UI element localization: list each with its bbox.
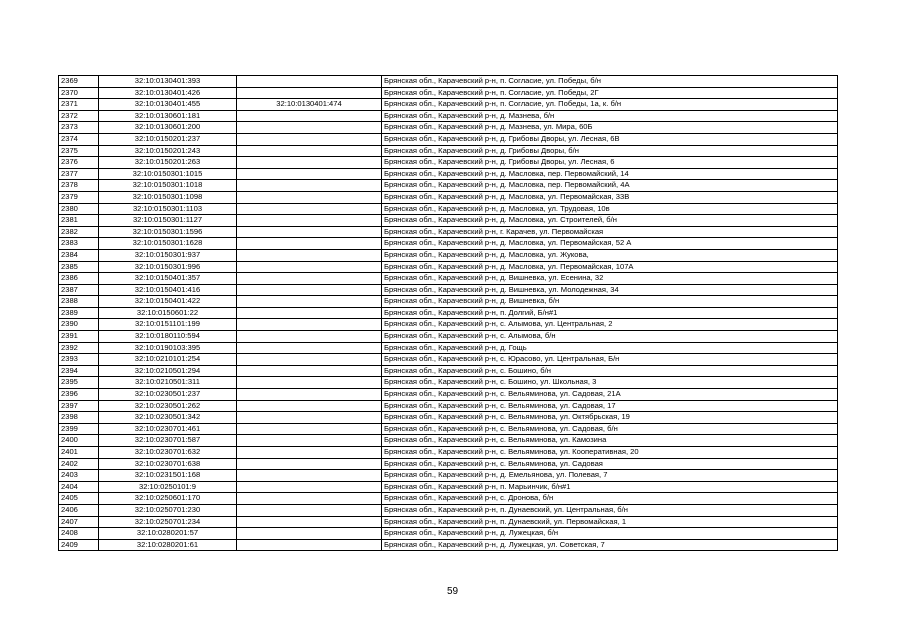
cadastral-number-cell: 32:10:0151101:199	[99, 319, 237, 331]
table-row	[59, 447, 838, 459]
row-number-cell: 2405	[59, 493, 99, 505]
previous-cadastral-number-cell	[237, 493, 382, 505]
cadastral-number-cell: 32:10:0150201:263	[99, 157, 237, 169]
row-number-cell: 2386	[59, 273, 99, 285]
table-row	[59, 180, 838, 192]
address-cell: Брянская обл., Карачевский р-н, д. Масловка, ул. Строителей, б/н	[382, 215, 838, 227]
previous-cadastral-number-cell	[237, 122, 382, 134]
page-number: 59	[446, 586, 459, 597]
address-cell: Брянская обл., Карачевский р-н, п. Марьинчик, б/н#1	[382, 481, 838, 493]
cadastral-number-cell: 32:10:0210501:294	[99, 365, 237, 377]
table-row	[59, 284, 838, 296]
table-row	[59, 76, 838, 88]
row-number-cell: 2385	[59, 261, 99, 273]
row-number-cell: 2378	[59, 180, 99, 192]
table-row	[59, 133, 838, 145]
table-row	[59, 296, 838, 308]
table-row	[59, 412, 838, 424]
row-number-cell: 2395	[59, 377, 99, 389]
table-row	[59, 516, 838, 528]
cadastral-number-cell: 32:10:0280201:61	[99, 539, 237, 551]
row-number-cell: 2383	[59, 238, 99, 250]
cadastral-number-cell: 32:10:0130601:200	[99, 122, 237, 134]
registry-table-body	[59, 76, 838, 551]
address-cell: Брянская обл., Карачевский р-н, п. Согласие, ул. Победы, 1а, к. б/н	[382, 99, 838, 111]
cadastral-number-cell: 32:10:0230701:587	[99, 435, 237, 447]
cadastral-number-cell: 32:10:0150401:416	[99, 284, 237, 296]
row-number-cell: 2392	[59, 342, 99, 354]
cadastral-number-cell: 32:10:0150301:1127	[99, 215, 237, 227]
previous-cadastral-number-cell	[237, 284, 382, 296]
address-cell: Брянская обл., Карачевский р-н, д. Лужецкая, ул. Советская, 7	[382, 539, 838, 551]
previous-cadastral-number-cell	[237, 273, 382, 285]
table-row	[59, 145, 838, 157]
row-number-cell: 2384	[59, 249, 99, 261]
previous-cadastral-number-cell	[237, 168, 382, 180]
row-number-cell: 2401	[59, 447, 99, 459]
cadastral-number-cell: 32:10:0130401:393	[99, 76, 237, 88]
cadastral-number-cell: 32:10:0230701:632	[99, 447, 237, 459]
table-row	[59, 191, 838, 203]
previous-cadastral-number-cell	[237, 470, 382, 482]
table-row	[59, 307, 838, 319]
cadastral-number-cell: 32:10:0130401:426	[99, 87, 237, 99]
address-cell: Брянская обл., Карачевский р-н, д. Масловка, ул. Первомайская, 107А	[382, 261, 838, 273]
previous-cadastral-number-cell	[237, 331, 382, 343]
cadastral-number-cell: 32:10:0150301:1098	[99, 191, 237, 203]
previous-cadastral-number-cell	[237, 516, 382, 528]
cadastral-number-cell: 32:10:0230501:237	[99, 389, 237, 401]
table-row	[59, 481, 838, 493]
address-cell: Брянская обл., Карачевский р-н, д. Грибовы Дворы, б/н	[382, 145, 838, 157]
table-row	[59, 377, 838, 389]
cadastral-number-cell: 32:10:0250601:170	[99, 493, 237, 505]
address-cell: Брянская обл., Карачевский р-н, с. Бошино, ул. Школьная, 3	[382, 377, 838, 389]
cadastral-number-cell: 32:10:0150301:1018	[99, 180, 237, 192]
table-row	[59, 226, 838, 238]
table-row	[59, 435, 838, 447]
address-cell: Брянская обл., Карачевский р-н, с. Вельяминова, ул. Октябрьская, 19	[382, 412, 838, 424]
table-row	[59, 389, 838, 401]
previous-cadastral-number-cell	[237, 145, 382, 157]
table-row	[59, 157, 838, 169]
previous-cadastral-number-cell	[237, 296, 382, 308]
cadastral-number-cell: 32:10:0230701:461	[99, 423, 237, 435]
previous-cadastral-number-cell: 32:10:0130401:474	[237, 99, 382, 111]
previous-cadastral-number-cell	[237, 400, 382, 412]
row-number-cell: 2398	[59, 412, 99, 424]
row-number-cell: 2379	[59, 191, 99, 203]
address-cell: Брянская обл., Карачевский р-н, д. Масловка, пер. Первомайский, 14	[382, 168, 838, 180]
cadastral-number-cell: 32:10:0150301:1596	[99, 226, 237, 238]
address-cell: Брянская обл., Карачевский р-н, с. Алымова, ул. Центральная, 2	[382, 319, 838, 331]
cadastral-number-cell: 32:10:0180110:594	[99, 331, 237, 343]
table-row	[59, 168, 838, 180]
table-row	[59, 504, 838, 516]
row-number-cell: 2377	[59, 168, 99, 180]
row-number-cell: 2381	[59, 215, 99, 227]
row-number-cell: 2403	[59, 470, 99, 482]
previous-cadastral-number-cell	[237, 539, 382, 551]
previous-cadastral-number-cell	[237, 261, 382, 273]
row-number-cell: 2400	[59, 435, 99, 447]
address-cell: Брянская обл., Карачевский р-н, д. Емельянова, ул. Полевая, 7	[382, 470, 838, 482]
address-cell: Брянская обл., Карачевский р-н, п. Дунаевский, ул. Центральная, б/н	[382, 504, 838, 516]
table-row	[59, 87, 838, 99]
address-cell: Брянская обл., Карачевский р-н, г. Карачев, ул. Первомайская	[382, 226, 838, 238]
table-row	[59, 423, 838, 435]
table-row	[59, 400, 838, 412]
cadastral-number-cell: 32:10:0190103:395	[99, 342, 237, 354]
address-cell: Брянская обл., Карачевский р-н, д. Грибовы Дворы, ул. Лесная, 6В	[382, 133, 838, 145]
table-row	[59, 99, 838, 111]
address-cell: Брянская обл., Карачевский р-н, д. Масловка, ул. Первомайская, 52 А	[382, 238, 838, 250]
address-cell: Брянская обл., Карачевский р-н, с. Дронова, б/н	[382, 493, 838, 505]
previous-cadastral-number-cell	[237, 203, 382, 215]
cadastral-number-cell: 32:10:0150301:937	[99, 249, 237, 261]
row-number-cell: 2408	[59, 528, 99, 540]
cadastral-number-cell: 32:10:0150201:237	[99, 133, 237, 145]
cadastral-number-cell: 32:10:0130601:181	[99, 110, 237, 122]
previous-cadastral-number-cell	[237, 307, 382, 319]
previous-cadastral-number-cell	[237, 354, 382, 366]
previous-cadastral-number-cell	[237, 180, 382, 192]
table-row	[59, 365, 838, 377]
previous-cadastral-number-cell	[237, 76, 382, 88]
address-cell: Брянская обл., Карачевский р-н, д. Масловка, ул. Трудовая, 10в	[382, 203, 838, 215]
table-row	[59, 203, 838, 215]
previous-cadastral-number-cell	[237, 215, 382, 227]
cadastral-number-cell: 32:10:0230701:638	[99, 458, 237, 470]
row-number-cell: 2371	[59, 99, 99, 111]
table-row	[59, 354, 838, 366]
previous-cadastral-number-cell	[237, 458, 382, 470]
row-number-cell: 2397	[59, 400, 99, 412]
previous-cadastral-number-cell	[237, 481, 382, 493]
address-cell: Брянская обл., Карачевский р-н, д. Масловка, ул. Первомайская, 33В	[382, 191, 838, 203]
previous-cadastral-number-cell	[237, 191, 382, 203]
previous-cadastral-number-cell	[237, 249, 382, 261]
table-row	[59, 110, 838, 122]
previous-cadastral-number-cell	[237, 447, 382, 459]
row-number-cell: 2380	[59, 203, 99, 215]
table-row	[59, 319, 838, 331]
row-number-cell: 2404	[59, 481, 99, 493]
row-number-cell: 2391	[59, 331, 99, 343]
address-cell: Брянская обл., Карачевский р-н, д. Мазнева, ул. Мира, 60Б	[382, 122, 838, 134]
row-number-cell: 2406	[59, 504, 99, 516]
previous-cadastral-number-cell	[237, 412, 382, 424]
address-cell: Брянская обл., Карачевский р-н, с. Вельяминова, ул. Кооперативная, 20	[382, 447, 838, 459]
previous-cadastral-number-cell	[237, 133, 382, 145]
cadastral-number-cell: 32:10:0230501:262	[99, 400, 237, 412]
address-cell: Брянская обл., Карачевский р-н, с. Вельяминова, ул. Камозина	[382, 435, 838, 447]
address-cell: Брянская обл., Карачевский р-н, с. Вельяминова, ул. Садовая	[382, 458, 838, 470]
previous-cadastral-number-cell	[237, 110, 382, 122]
previous-cadastral-number-cell	[237, 377, 382, 389]
cadastral-number-cell: 32:10:0150301:1628	[99, 238, 237, 250]
registry-table	[58, 75, 838, 551]
address-cell: Брянская обл., Карачевский р-н, д. Вишневка, б/н	[382, 296, 838, 308]
previous-cadastral-number-cell	[237, 319, 382, 331]
cadastral-number-cell: 32:10:0150201:243	[99, 145, 237, 157]
address-cell: Брянская обл., Карачевский р-н, д. Масловка, пер. Первомайский, 4А	[382, 180, 838, 192]
row-number-cell: 2396	[59, 389, 99, 401]
address-cell: Брянская обл., Карачевский р-н, д. Масловка, ул. Жукова,	[382, 249, 838, 261]
row-number-cell: 2389	[59, 307, 99, 319]
address-cell: Брянская обл., Карачевский р-н, п. Дунаевский, ул. Первомайская, 1	[382, 516, 838, 528]
address-cell: Брянская обл., Карачевский р-н, д. Лужецкая, б/н	[382, 528, 838, 540]
address-cell: Брянская обл., Карачевский р-н, с. Алымова, б/н	[382, 331, 838, 343]
previous-cadastral-number-cell	[237, 528, 382, 540]
row-number-cell: 2387	[59, 284, 99, 296]
table-row	[59, 215, 838, 227]
row-number-cell: 2372	[59, 110, 99, 122]
previous-cadastral-number-cell	[237, 389, 382, 401]
cadastral-number-cell: 32:10:0130401:455	[99, 99, 237, 111]
cadastral-number-cell: 32:10:0250101:9	[99, 481, 237, 493]
address-cell: Брянская обл., Карачевский р-н, д. Вишневка, ул. Есенина, 32	[382, 273, 838, 285]
table-row	[59, 238, 838, 250]
address-cell: Брянская обл., Карачевский р-н, д. Грибовы Дворы, ул. Лесная, 6	[382, 157, 838, 169]
cadastral-number-cell: 32:10:0150601:22	[99, 307, 237, 319]
cadastral-number-cell: 32:10:0150301:1015	[99, 168, 237, 180]
previous-cadastral-number-cell	[237, 342, 382, 354]
previous-cadastral-number-cell	[237, 238, 382, 250]
table-row	[59, 122, 838, 134]
row-number-cell: 2375	[59, 145, 99, 157]
row-number-cell: 2376	[59, 157, 99, 169]
cadastral-number-cell: 32:10:0250701:234	[99, 516, 237, 528]
previous-cadastral-number-cell	[237, 87, 382, 99]
address-cell: Брянская обл., Карачевский р-н, д. Вишневка, ул. Молодежная, 34	[382, 284, 838, 296]
cadastral-number-cell: 32:10:0210501:311	[99, 377, 237, 389]
table-row	[59, 493, 838, 505]
address-cell: Брянская обл., Карачевский р-н, д. Гощь	[382, 342, 838, 354]
address-cell: Брянская обл., Карачевский р-н, п. Согласие, ул. Победы, б/н	[382, 76, 838, 88]
row-number-cell: 2370	[59, 87, 99, 99]
address-cell: Брянская обл., Карачевский р-н, с. Бошино, б/н	[382, 365, 838, 377]
row-number-cell: 2390	[59, 319, 99, 331]
table-row	[59, 528, 838, 540]
address-cell: Брянская обл., Карачевский р-н, с. Вельяминова, ул. Садовая, 17	[382, 400, 838, 412]
cadastral-number-cell: 32:10:0230501:342	[99, 412, 237, 424]
previous-cadastral-number-cell	[237, 435, 382, 447]
cadastral-number-cell: 32:10:0150401:357	[99, 273, 237, 285]
table-row	[59, 261, 838, 273]
table-row	[59, 331, 838, 343]
previous-cadastral-number-cell	[237, 226, 382, 238]
address-cell: Брянская обл., Карачевский р-н, д. Мазнева, б/н	[382, 110, 838, 122]
row-number-cell: 2409	[59, 539, 99, 551]
previous-cadastral-number-cell	[237, 504, 382, 516]
cadastral-number-cell: 32:10:0280201:57	[99, 528, 237, 540]
row-number-cell: 2382	[59, 226, 99, 238]
row-number-cell: 2399	[59, 423, 99, 435]
address-cell: Брянская обл., Карачевский р-н, с. Юрасово, ул. Центральная, Б/н	[382, 354, 838, 366]
previous-cadastral-number-cell	[237, 157, 382, 169]
row-number-cell: 2402	[59, 458, 99, 470]
row-number-cell: 2394	[59, 365, 99, 377]
address-cell: Брянская обл., Карачевский р-н, с. Вельяминова, ул. Садовая, б/н	[382, 423, 838, 435]
table-row	[59, 249, 838, 261]
row-number-cell: 2373	[59, 122, 99, 134]
address-cell: Брянская обл., Карачевский р-н, с. Вельяминова, ул. Садовая, 21А	[382, 389, 838, 401]
cadastral-number-cell: 32:10:0150401:422	[99, 296, 237, 308]
cadastral-number-cell: 32:10:0150301:1103	[99, 203, 237, 215]
row-number-cell: 2388	[59, 296, 99, 308]
table-row	[59, 273, 838, 285]
address-cell: Брянская обл., Карачевский р-н, п. Долгий, Б/н#1	[382, 307, 838, 319]
row-number-cell: 2369	[59, 76, 99, 88]
row-number-cell: 2374	[59, 133, 99, 145]
cadastral-number-cell: 32:10:0210101:254	[99, 354, 237, 366]
address-cell: Брянская обл., Карачевский р-н, п. Согласие, ул. Победы, 2Г	[382, 87, 838, 99]
row-number-cell: 2407	[59, 516, 99, 528]
table-row	[59, 470, 838, 482]
cadastral-number-cell: 32:10:0231501:168	[99, 470, 237, 482]
cadastral-number-cell: 32:10:0150301:996	[99, 261, 237, 273]
previous-cadastral-number-cell	[237, 365, 382, 377]
table-row	[59, 342, 838, 354]
row-number-cell: 2393	[59, 354, 99, 366]
table-row	[59, 539, 838, 551]
table-row	[59, 458, 838, 470]
previous-cadastral-number-cell	[237, 423, 382, 435]
cadastral-number-cell: 32:10:0250701:230	[99, 504, 237, 516]
